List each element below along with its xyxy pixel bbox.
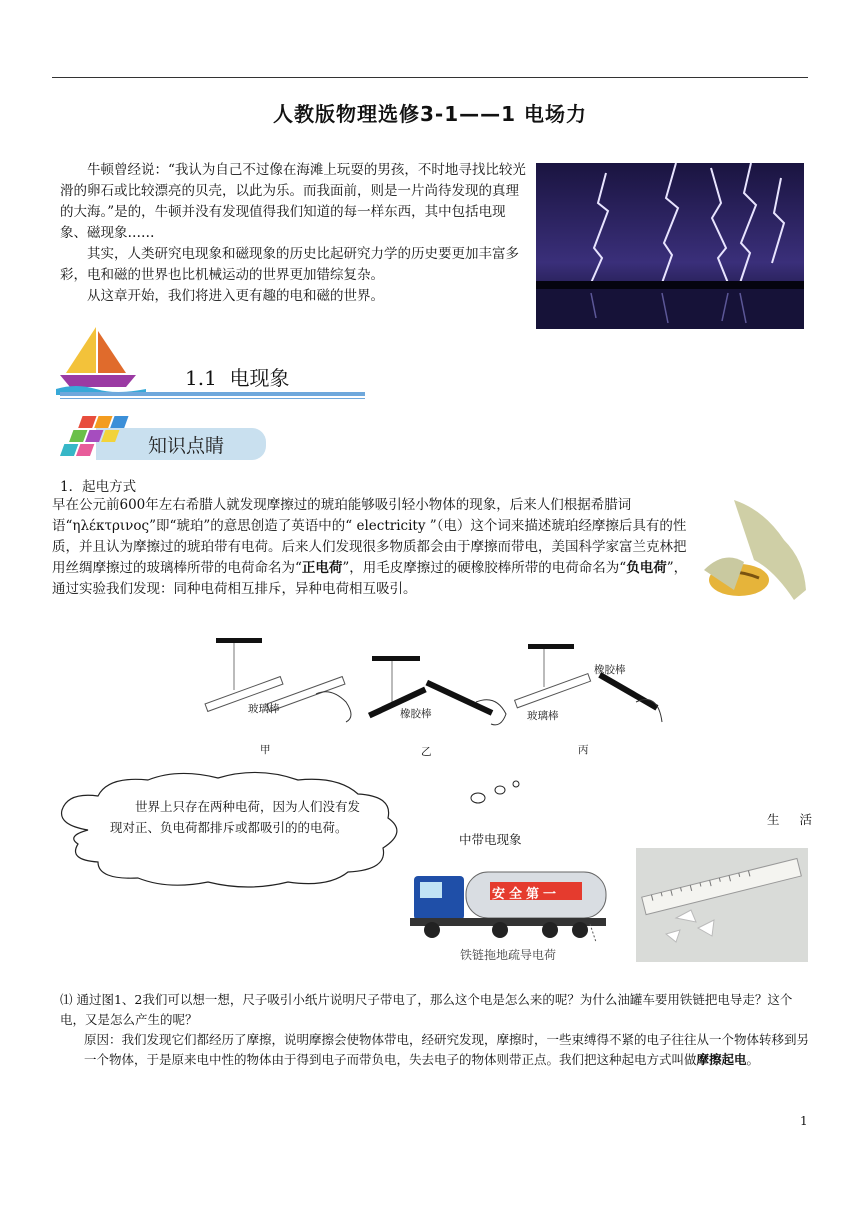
- sailboat-icon: [56, 325, 146, 399]
- rubber-rod-label: 橡胶棒: [400, 708, 432, 720]
- amber-hand-photo: [694, 500, 814, 624]
- body-text: 早在公元前600年左右希腊人就发现摩擦过的琥珀能够吸引轻小物体的现象，后来人们根据希腊词语“ηλέκτρινος”即“琥珀”的意思创造了英语中的“ electricity ”（电）这个词来描述琥珀经摩擦后具有的性质，并且认为摩擦过的琥珀带有电荷。后来人们发现很多物质都会由于摩擦而带电，美国科学家富兰克林把用丝绸摩擦过的玻璃棒所带的电荷命名为“: [52, 497, 687, 576]
- question-block: [60, 990, 812, 1070]
- body-text: ”，用毛皮摩擦过的硬橡胶棒所带的电荷命名为“: [342, 560, 627, 576]
- intro-paragraph: 牛顿曾经说：“我认为自己不过像在海滩上玩耍的男孩，不时地寻找比较光滑的卵石或比较漂亮的贝壳，以此为乐。而我面前，则是一片尚待发现的真理的大海。”是的，牛顿并没有发现值得我们知道的每一样东西，其中包括电现象、磁现象……: [60, 162, 526, 241]
- friction-charging-term: 摩擦起电: [696, 1052, 747, 1067]
- color-blocks-icon: [54, 412, 144, 474]
- header-rule: [52, 77, 808, 78]
- panel-label: 甲: [260, 744, 271, 756]
- life-label-cont: 中带电现象: [459, 832, 522, 847]
- knowledge-label: 知识点睛: [148, 435, 225, 457]
- tanker-truck-illustration: [410, 862, 610, 950]
- cloud-note: [110, 796, 360, 838]
- panel-label: 乙: [421, 746, 432, 758]
- body-paragraph: [52, 495, 692, 600]
- lightning-photo: [536, 163, 804, 329]
- intro-text: [60, 160, 530, 307]
- section-number: 1.1: [185, 366, 217, 390]
- glass-rod-label: 玻璃棒: [527, 710, 559, 722]
- section-underline: [60, 392, 365, 396]
- section-title: 电现象: [229, 366, 290, 390]
- page-number: 1: [800, 1114, 808, 1128]
- truck-banner: 安全第一: [492, 887, 561, 902]
- intro-paragraph: 其实，人类研究电现象和磁现象的历史比起研究力学的历史要更加丰富多彩，电和磁的世界也比机械运动的世界更加错综复杂。: [60, 246, 519, 283]
- page-title: 人教版物理选修3-1——1 电场力: [272, 102, 587, 126]
- intro-paragraph: 从这章开始，我们将进入更有趣的电和磁的世界。: [87, 288, 384, 304]
- subheading-qidian: 1．起电方式: [60, 479, 137, 495]
- life-label: 生 活: [767, 812, 820, 827]
- panel-label: 丙: [578, 744, 589, 756]
- section-underline-thin: [60, 398, 365, 399]
- section-heading: [185, 362, 290, 391]
- glass-rod-label: 玻璃棒: [248, 703, 280, 715]
- truck-caption: 铁链拖地疏导电荷: [460, 948, 557, 962]
- ruler-paper-photo: [636, 848, 808, 966]
- answer-end: 。: [746, 1052, 760, 1067]
- cloud-note-text: 世界上只存在两种电荷，因为人们没有发现对正、负电荷都排斥或都吸引的的电荷。: [110, 799, 361, 835]
- question-text: ⑴ 通过图1、2我们可以想一想，尺子吸引小纸片说明尺子带电了，那么这个电是怎么来的呢？为什么油罐车要用铁链把电导走？这个电，又是怎么产生的呢？: [60, 992, 793, 1027]
- positive-charge-term: 正电荷: [301, 560, 343, 576]
- rubber-rod-label: 橡胶棒: [594, 664, 626, 676]
- answer-paragraph: [60, 1030, 812, 1070]
- negative-charge-term: 负电荷: [626, 560, 667, 576]
- body-text: ”，通过实验我们发现：同种电荷相互排斥，异种电荷相互吸引。: [52, 560, 688, 597]
- answer-text: 原因：我们发现它们都经历了摩擦，说明摩擦会使物体带电，经研究发现，摩擦时，一些束缚得不紧的电子往往从一个物体转移到另一个物体，于是原来电中性的物体由于得到电子而带负电，失去电子的物体则带正点。我们把这种起电方式叫做: [84, 1032, 810, 1067]
